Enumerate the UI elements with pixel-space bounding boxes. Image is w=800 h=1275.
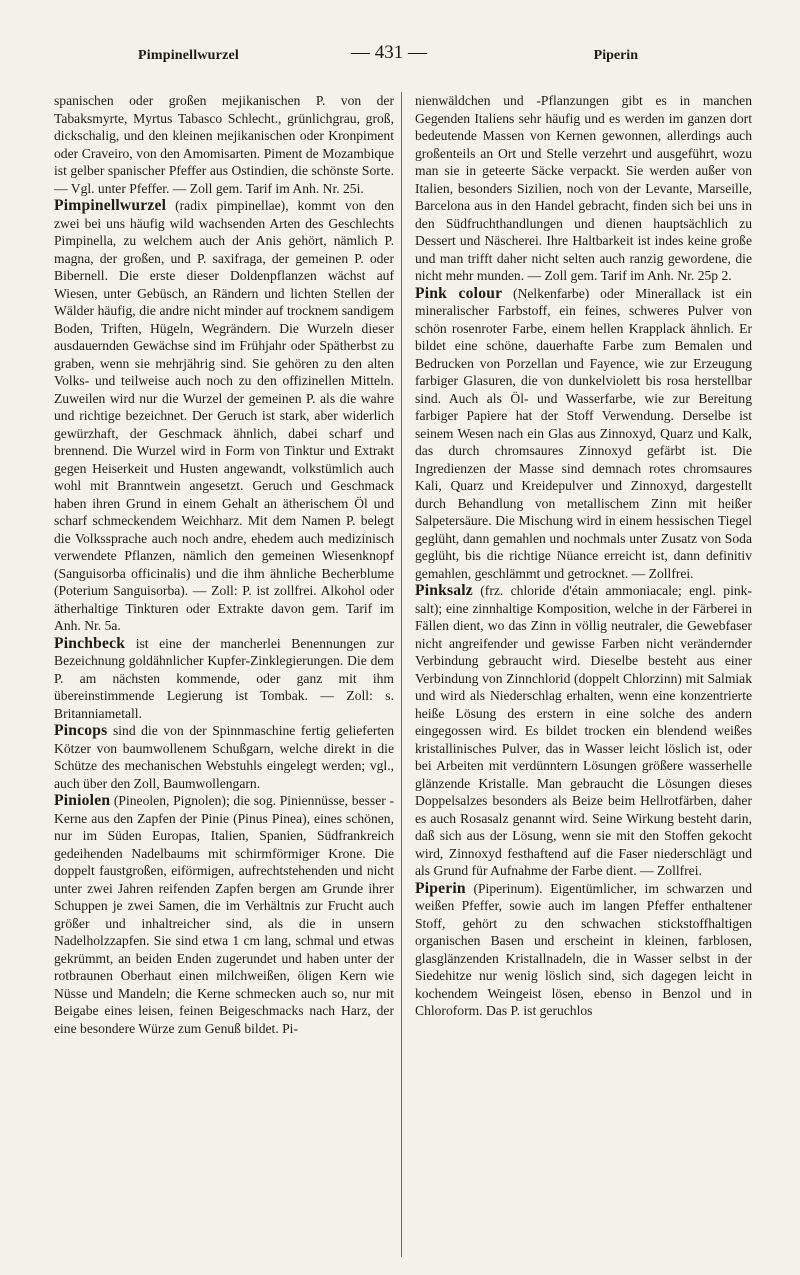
entry-pinksalz: Pinksalz (frz. chloride d'étain ammoniacale; engl. pink-salt); eine zinnhaltige Komposition, welche in der Färberei in Fällen dient, wo das Zinn in völlig neutraler, die Gewebfaser nicht angreifender und gewisse Farben nicht verändernder Verbindung gebraucht wird. Dieselbe besteht aus einer Verbindung von Zinnchlorid (doppelt Chlorzinn) mit Salmiak und wird als Niederschlag erhalten, wenn eine konzentrierte heiße Lösung des erstern in eine solche des andern eingegossen wird. Es bildet trocken ein blendend weißes kristallinisches Pulver, das in Wasser leicht löslich ist, oder bei Arbeiten mit verdünntern Lösungen größere wasserhelle glänzende Kristalle. Man gebraucht die Lösungen dieses Doppelsalzes besonders als Beize beim Hellrotfärben, daher es auch Rosasalz genannt wird. Seine Wirkung besteht darin, daß sich aus der Lösung, wenn sie mit den Stoffen gekocht wird, Zinnoxyd festhaftend auf die Faser niederschlägt und als Grund für Aufnahme der Farbe dient. — Zollfrei. xyxy=(415,582,752,878)
headword: Piniolen xyxy=(54,792,111,809)
entry-pink-colour: Pink colour (Nelkenfarbe) oder Minerallack ist ein mineralischer Farbstoff, ein feines, schweres Pulver von schön rosenroter Farbe, einem hellen Krapplack ähnlich. Er bildet eine schöne, dauerhafte Farbe zum Bemalen und Bedrucken von Porzellan und Fayence, wie zur Erzeugung farbiger Glasuren, die von dunkelviolett bis rosa herstellbar sind. Auch als Öl- und Wasserfarbe, wie zur Bereitung farbiger Papiere hat der Stoff Verwendung. Derselbe ist seinem Wesen nach ein Glas aus Zinnoxyd, Quarz und Kalk, das durch chromsaures Zinnoxyd gefärbt ist. Die Ingredienzen der Masse sind demnach rotes chromsaures Kali, Quarz und Kreidepulver und Zinnoxyd, dargestellt durch Behandlung von metallischem Zinn mit heißer Salpetersäure. Die Mischung wird in einem hessischen Tiegel geglüht, dann gemahlen und nochmals unter Zusatz von Soda geglüht, bis die richtige Nüance erreicht ist, dann definitiv gemahlen, geschlämmt und getrocknet. — Zollfrei. xyxy=(415,284,752,581)
page-number: — 431 — xyxy=(351,42,427,63)
headword: Pinchbeck xyxy=(54,634,126,652)
running-header xyxy=(138,42,638,68)
header-right-keyword: Piperin xyxy=(593,48,638,63)
left-column xyxy=(54,92,394,1262)
headword: Piperin xyxy=(415,879,466,897)
headword: Pinksalz xyxy=(415,582,473,599)
headword: Pimpinellwurzel xyxy=(54,197,167,214)
headword: Pincops xyxy=(54,722,108,739)
entry-pimpinellwurzel: Pimpinellwurzel (radix pimpinellae), kommt von den zwei bei uns häufig wild wachsenden Arten des Geschlechts Pimpinella, zu welchem auch der Anis gehört, nämlich P. magna, der großen, und P. saxifraga, der gemeinen P. oder Bibernell. Die erste dieser Doldenpflanzen wächst auf Wiesen, unter Gebüsch, an Rändern und lichten Stellen der Wälder häufig, die andre nicht minder auf trocknem sandigem Boden, Triften, Hügeln, Wegrändern. Die Wurzeln dieser ausdauernden Gewächse sind im Frühjahr oder Spätherbst zu graben, wenn sie mehrjährig sind. Sie gehören zu den alten Volks- und teilweise auch noch zu den offizinellen Mitteln. Zuweilen wird nur die Wurzel der gemeinen P. als die wahre und richtige bezeichnet. Der Geruch ist stark, aber widerlich gewürzhaft, der Geschmack ähnlich, dabei scharf und brennend. Die Wurzel wird in Form von Tinktur und Extrakt gegen Heiserkeit und Husten angewandt, volkstümlich auch wohl mit Branntwein angesetzt. Geruch und Geschmack haben ihren Grund in einem Gehalt an ätherischem Öl und scharf schmeckendem Weichharz. Mit dem Namen P. belegt die Volkssprache auch noch andre, ehedem auch medizinisch verwendete Pflanzen, nämlich den gemeinen Wiesenknopf (Sanguisorba officinalis) und die ihm ähnliche Becherblume (Poterium Sanguisorba). — Zoll: P. ist zollfrei. Alkohol oder ätherhaltige Tinkturen oder Extrakte davon gem. Tarif im Anh. Nr. 5a. xyxy=(54,197,394,633)
entry-piniolen: Piniolen (Pineolen, Pignolen); die sog. Piniennüsse, besser -Kerne aus den Zapfen der Pinie (Pinus Pinea), eines schönen, nur im Süden Europas, Italien, Spanien, Südfrankreich gedeihenden Nadelbaums mit schirmförmiger Krone. Die doppelt faustgroßen, eiförmigen, aufrechtstehenden und nicht unter zwei Jahren reifenden Zapfen bergen am Grunde ihrer Schuppen je zwei Samen, die im Verhältnis zur Frucht auch größer und inhaltreicher sind, als die in unsern Nadelholzzapfen. Sie sind etwa 1 cm lang, schmal und etwas gekrümmt, an beiden Enden zugerundet und haben unter der rotbraunen Oberhaut einen milchweißen, öligen Kern wie Nüsse und Mandeln; die Kerne schmecken auch so, nur mit Beigabe eines leisen, feinen Beigeschmacks nach Harz, der eine besondere Würze zum Genuß bildet. Pi- xyxy=(54,792,394,1036)
headword: Pink colour xyxy=(415,284,503,302)
header-left-keyword: Pimpinellwurzel xyxy=(138,48,239,63)
entry-pinchbeck: Pinchbeck ist eine der mancherlei Benennungen zur Bezeichnung goldähnlicher Kupfer-Zinklegierungen. Die dem P. am nächsten kommende, oder ganz mit ihm übereinstimmende Legierung ist Tombak. — Zoll: s. Britanniametall. xyxy=(54,634,394,721)
right-column xyxy=(415,92,752,1262)
entry-pincops: Pincops sind die von der Spinnmaschine fertig gelieferten Kötzer von baumwollenem Schußgarn, welche direkt in die Schütze des mechanischen Webstuhls eingelegt werden; vgl., auch über den Zoll, Baumwollengarn. xyxy=(54,722,394,791)
entry-continuation: nienwäldchen und -Pflanzungen gibt es in manchen Gegenden Italiens sehr häufig und es werden im ganzen dort bedeutende Massen von Kernen gewonnen, allerdings auch großenteils an Ort und Stelle verzehrt und ausgeführt, wozu man sie in geteerte Säcke verpackt. Sie werden außer von Italien, besonders Sizilien, noch von der Levante, Marseille, Barcelona aus in den Handel gebracht, finden sich bei uns in den Südfruchthandlungen und dienen hauptsächlich zu Dessert und Näscherei. Ihre Haltbarkeit ist indes keine große und man trifft daher nicht selten auch ranzig gewordene, die nicht mehr munden. — Zoll gem. Tarif im Anh. Nr. 25p 2. xyxy=(415,93,752,283)
entry-continuation: spanischen oder großen mejikanischen P. von der Tabaksmyrte, Myrtus Tabasco Schlecht., grünlichgrau, groß, dickschalig, und den kleinen mejikanischen oder Kronpiment oder Craveiro, von den Amomisarten. Piment de Mozambique ist gelber spanischer Pfeffer aus Ostindien, die schönste Sorte. — Vgl. unter Pfeffer. — Zoll gem. Tarif im Anh. Nr. 25i. xyxy=(54,93,394,196)
column-divider xyxy=(401,92,402,1257)
entry-piperin: Piperin (Piperinum). Eigentümlicher, im schwarzen und weißen Pfeffer, sowie auch im langen Pfeffer enthaltener Stoff, gehört zu den schwachen stickstoffhaltigen organischen Basen und erscheint in kleinen, farblosen, glasglänzenden Kristallnadeln, die in Wasser selbst in der Siedehitze nur wenig löslich sind, sich dagegen leicht in kochendem Weingeist lösen, ebenso in Benzol und in Chloroform. Das P. ist geruchlos xyxy=(415,879,752,1018)
